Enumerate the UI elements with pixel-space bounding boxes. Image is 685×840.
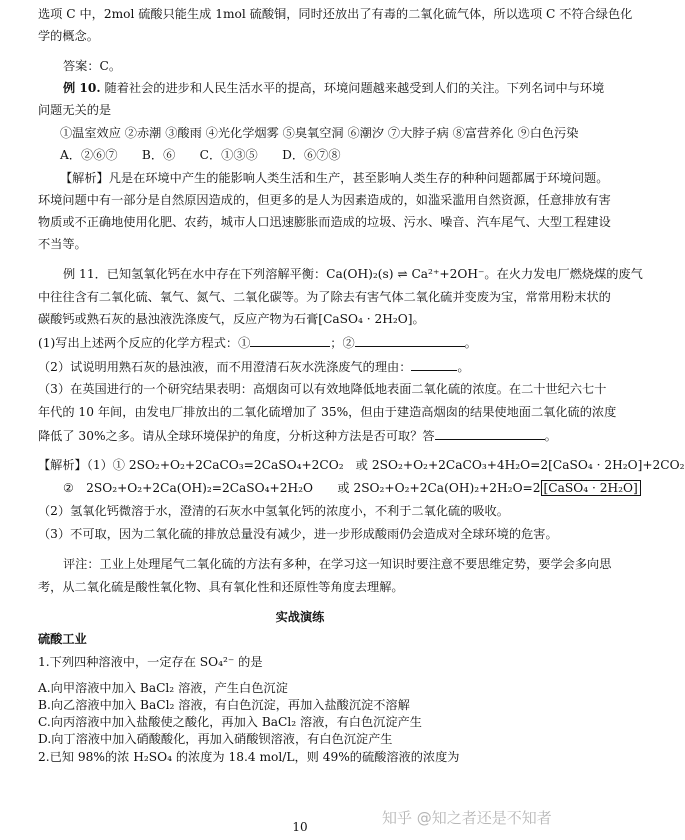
commentary-line: 评注：工业上处理尾气二氧化硫的方法有多种，在学习这一知识时要注意不要思维定势，要学会多向思 (63, 557, 612, 571)
text-line: 碳酸钙或熟石灰的悬浊液洗涤废气，反应产物为石膏[CaSO₄ · 2H₂O]。 (38, 312, 425, 326)
question-1-option-c: C.向丙溶液中加入盐酸使之酸化，再加入 BaCl₂ 溶液，有白色沉淀产生 (38, 715, 422, 729)
page-number: 10 (292, 820, 308, 834)
analysis-equation: 【解析】（1）① 2SO₂+O₂+2CaCO₃=2CaSO₄+2CO₂ 或 2SO₂+O₂+2CaCO₃+4H₂O=2[CaSO₄ · 2H₂O]+2CO₂ (38, 458, 685, 472)
analysis-line: 【解析】凡是在环境中产生的能影响人类生活和生产，甚至影响人类生存的种种问题都属于环境问题。 (60, 171, 609, 185)
answer-line: 答案：C。 (63, 59, 122, 73)
question-1-option-a: A.向甲溶液中加入 BaCl₂ 溶液，产生白色沉淀 (38, 681, 288, 695)
sub-question-1: (1)写出上述两个反应的化学方程式：① ；② 。 (38, 336, 477, 350)
text-line: 问题无关的是 (38, 103, 112, 117)
subsection-title: 硫酸工业 (38, 632, 87, 646)
question-1-option-b: B.向乙溶液中加入 BaCl₂ 溶液，有白色沉淀，再加入盐酸沉淀不溶解 (38, 698, 410, 712)
section-title: 实战演练 (275, 610, 325, 624)
analysis-line: （3）不可取，因为二氧化硫的排放总量没有减少，进一步形成酸雨仍会造成对全球环境的危害。 (38, 527, 558, 541)
analysis-line: 环境问题中有一部分是自然原因造成的，但更多的是人为因素造成的，如滥采滥用自然资源，任意排放有害 (38, 193, 611, 207)
analysis-line: （2）氢氧化钙微溶于水，澄清的石灰水中氢氧化钙的浓度小，不利于二氧化硫的吸收。 (38, 504, 509, 518)
analysis-line: 物质或不正确地使用化肥、农药，城市人口迅速膨胀而造成的垃圾、污水、噪音、汽车尾气、大型工程建设 (38, 215, 611, 229)
commentary-line: 考，从二氧化硫是酸性氧化物、具有氧化性和还原性等角度去理解。 (38, 580, 404, 594)
example-10-text: 随着社会的进步和人民生活水平的提高，环境问题越来越受到人们的关注。下列名词中与环境 (104, 81, 605, 95)
example-10-question (63, 80, 605, 96)
analysis-line: 不当等。 (38, 237, 87, 251)
answer-blank (250, 334, 330, 347)
sub-question-3: （3）在英国进行的一个研究结果表明：高烟囱可以有效地降低地表面二氧化硫的浓度。在二十世纪六七十 (38, 382, 607, 396)
watermark: 知乎 @知之者还是不知者 (382, 809, 552, 827)
boxed-formula: [CaSO₄ · 2H₂O] (541, 480, 641, 496)
text-line: 降低了 30%之多。请从全球环境保护的角度，分析这种方法是否可取？答 。 (38, 429, 557, 443)
question-2: 2.已知 98%的浓 H₂SO₄ 的浓度为 18.4 mol/L，则 49%的硫酸溶液的浓度为 (38, 750, 460, 764)
text-line: 中往往含有二氧化硫、氧气、氮气、二氧化碳等。为了除去有害气体二氧化硫并变废为宝，常常用粉末状的 (38, 290, 611, 304)
example-11-question: 例 11．已知氢氧化钙在水中存在下列溶解平衡：Ca(OH)₂(s) ⇌ Ca²⁺+2OH⁻。在火力发电厂燃烧煤的废气 (63, 267, 643, 281)
text-line: 学的概念。 (38, 29, 99, 43)
text-line: 选项 C 中，2mol 硫酸只能生成 1mol 硫酸铜，同时还放出了有毒的二氧化硫气体，所以选项 C 不符合绿色化 (38, 7, 633, 21)
answer-blank (435, 427, 545, 440)
question-1: 1.下列四种溶液中，一定存在 SO₄²⁻ 的是 (38, 655, 263, 669)
example-10-options: A．②⑥⑦ B．⑥ C．①③⑤ D．⑥⑦⑧ (60, 148, 341, 162)
question-1-option-d: D.向丁溶液中加入硝酸酸化，再加入硝酸钡溶液，有白色沉淀产生 (38, 732, 393, 746)
example-10-items: ①温室效应 ②赤潮 ③酸雨 ④光化学烟雾 ⑤臭氧空洞 ⑥潮汐 ⑦大脖子病 ⑧富营养化 ⑨白色污染 (60, 126, 579, 140)
sub-question-2: （2）试说明用熟石灰的悬浊液，而不用澄清石灰水洗涤废气的理由： 。 (38, 360, 470, 374)
example-10-label: 例 10. (63, 81, 101, 95)
answer-blank (355, 334, 465, 347)
answer-blank (411, 358, 457, 371)
analysis-equation: ② 2SO₂+O₂+2Ca(OH)₂=2CaSO₄+2H₂O 或 2SO₂+O₂+2Ca(OH)₂+2H₂O=2 [CaSO₄ · 2H₂O] (63, 480, 566, 496)
text-line: 年代的 10 年间，由发电厂排放出的二氧化硫增加了 35%，但由于建造高烟囱的结果使地面二氧化硫的浓度 (38, 405, 617, 419)
